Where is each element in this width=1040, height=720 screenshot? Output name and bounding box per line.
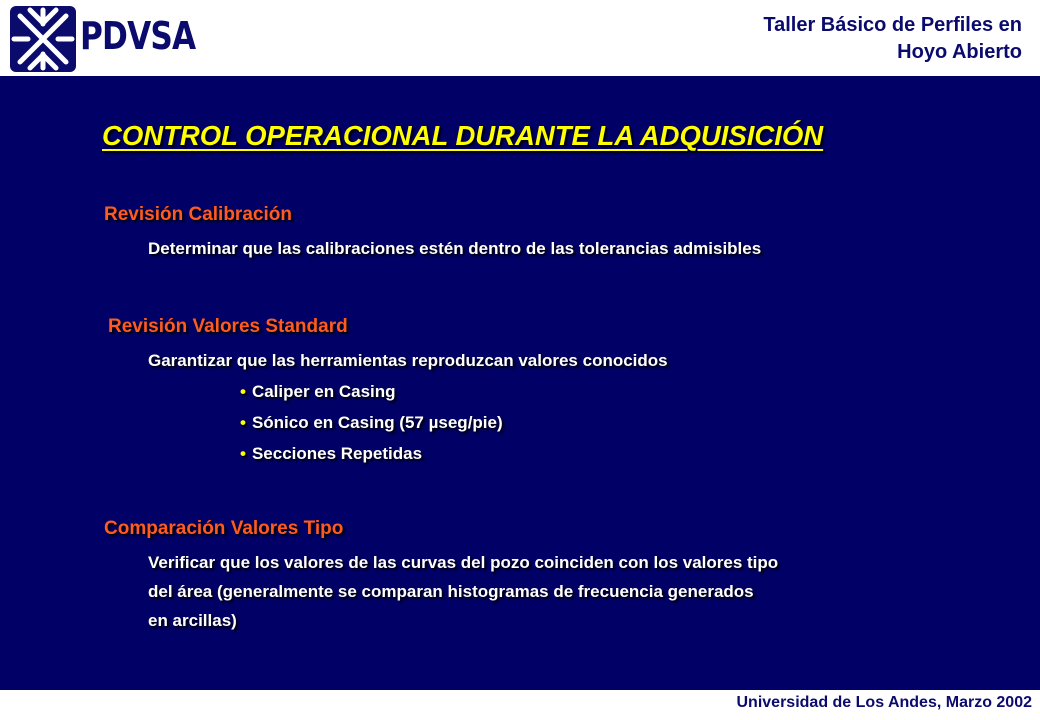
header-title-line2: Hoyo Abierto: [897, 41, 1022, 63]
logo-wordmark: PDVSA: [80, 14, 196, 58]
bullet-item: • Secciones Repetidas: [240, 444, 423, 463]
section-heading-standard: Revisión Valores Standard: [108, 316, 348, 337]
section-text-standard: Garantizar que las herramientas reproduzcan valores conocidos: [148, 351, 668, 370]
header-bar: [0, 0, 1040, 76]
bullet-item: • Caliper en Casing: [240, 382, 396, 401]
slide-title: CONTROL OPERACIONAL DURANTE LA ADQUISICIÓN: [102, 120, 824, 151]
section-text-calibracion: Determinar que las calibraciones estén dentro de las tolerancias admisibles: [148, 239, 762, 258]
bullet-dot-icon: •: [240, 382, 246, 401]
section-text-comparacion-1: Verificar que los valores de las curvas del pozo coinciden con los valores tipo: [148, 553, 779, 572]
bullet-dot-icon: •: [240, 413, 246, 432]
bullet-dot-icon: •: [240, 444, 246, 463]
footer-credit: Universidad de Los Andes, Marzo 2002: [736, 694, 1032, 711]
bullet-item: • Sónico en Casing (57 µseg/pie): [240, 413, 503, 432]
section-text-comparacion-3: en arcillas): [148, 611, 237, 630]
section-heading-calibracion: Revisión Calibración: [104, 204, 292, 225]
header-title-line1: Taller Básico de Perfiles en: [763, 14, 1022, 36]
header-title: [722, 12, 1022, 66]
pdvsa-logo-icon: [10, 6, 76, 72]
section-text-comparacion-2: del área (generalmente se comparan histogramas de frecuencia generados: [148, 582, 754, 601]
section-heading-comparacion: Comparación Valores Tipo: [104, 518, 344, 539]
